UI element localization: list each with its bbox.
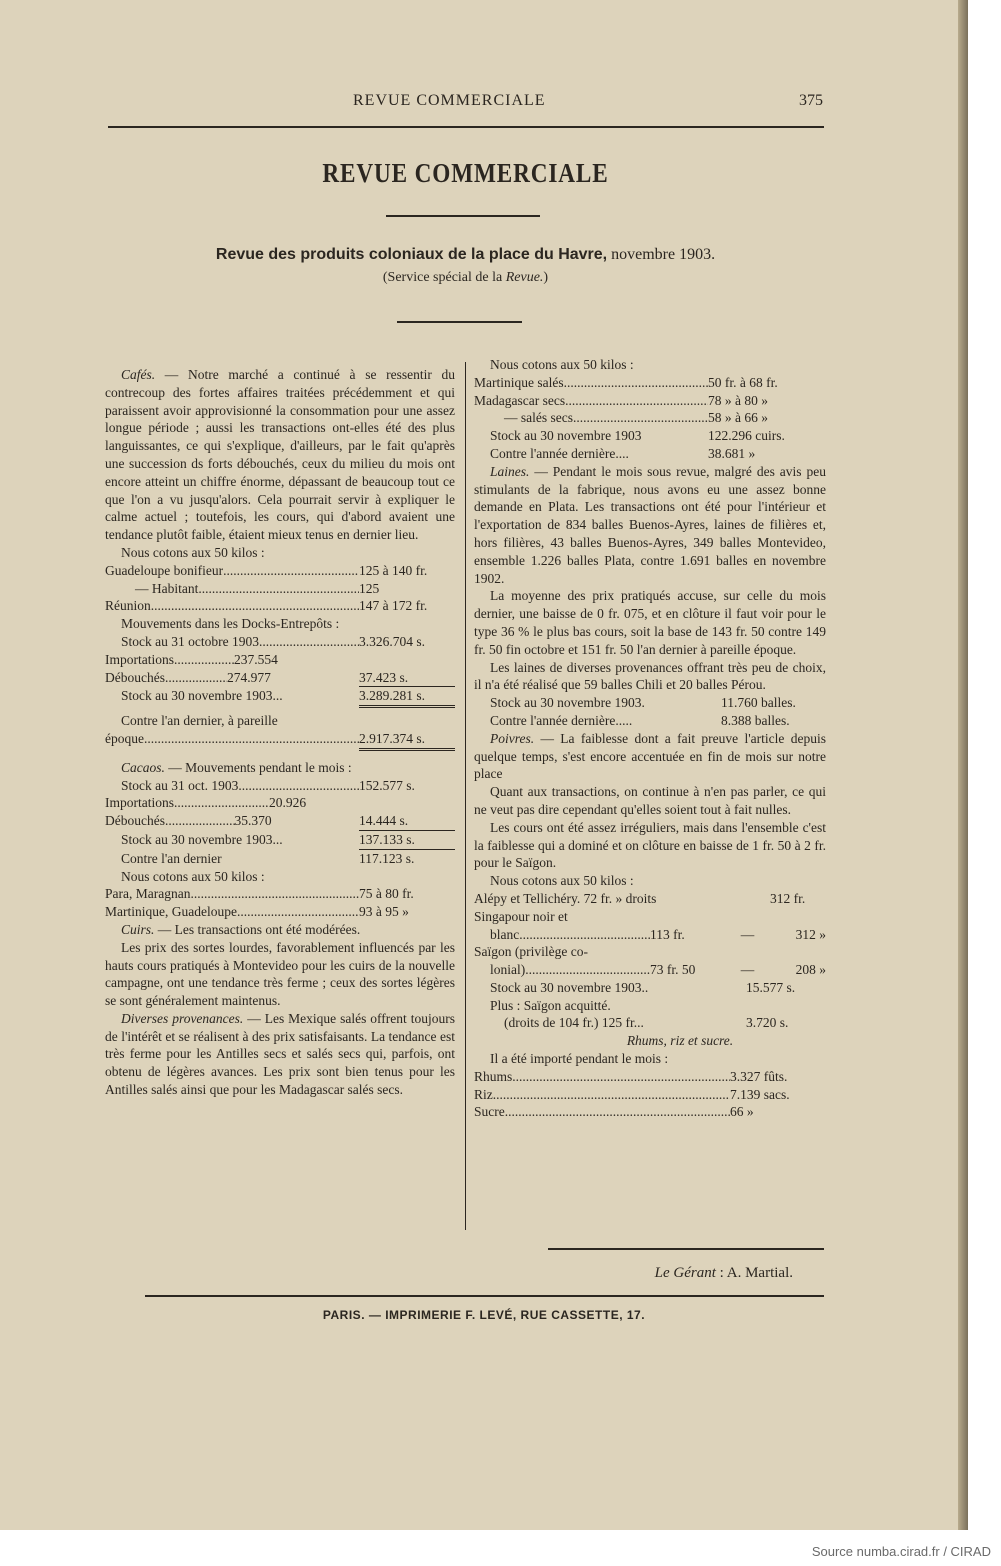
running-header — [108, 90, 823, 120]
imprint: PARIS. — IMPRIMERIE F. LEVÉ, RUE CASSETTE, 17. — [322, 1308, 646, 1322]
service-text: (Service spécial de la — [382, 270, 506, 285]
laines-label: Laines. — [490, 463, 530, 479]
stock-row — [474, 712, 826, 730]
cotons-line: Nous cotons aux 50 kilos : — [490, 873, 634, 889]
row-label: Para, Maragnan — [105, 886, 191, 902]
row-dash: — — [740, 926, 755, 942]
row-value: 11.760 balles. — [721, 695, 796, 711]
cafes-text: — Notre marché a continué à se ressentir du contrecoup des fortes affaires traitées précédemment et qui paraissent avoir approvisionné la consommation pour une assez longue période ; aussi les transactions ont-elles été des plus languissantes, ce qui s'explique, d'ailleurs, par le fait qu'après une succession ds forts débouchés, ceux du milieu du mois ont encore atteint un chiffre énorme, dépassant de beaucoup tout ce que l'on a vu jusqu'alors. Cela pourrait servir à expliquer le calme actuel ; toutefois, les cours, qui d'abord avaient une tendance plutôt faible, étaient mieux tenus en dernier lieu. — [105, 367, 455, 543]
left-column — [105, 366, 455, 1099]
cafes-paragraph — [105, 366, 455, 544]
row-value-2: 312 » — [795, 926, 826, 942]
row-label: Importations — [105, 651, 174, 667]
row-value: 3.326.704 s. — [359, 633, 426, 649]
row-value: 3.327 fûts. — [730, 1068, 788, 1084]
cuirs-text: — Les transactions ont été modérées. — [154, 921, 361, 937]
page-gutter — [958, 0, 968, 1566]
cafes-label: Cafés. — [121, 367, 156, 382]
row-value: 78 » à 80 » — [708, 392, 768, 408]
row-label: lonial) — [490, 962, 526, 978]
row-label: Guadeloupe bonifieur — [105, 562, 224, 578]
row-value: 7.139 sacs. — [730, 1086, 790, 1102]
stock-row — [474, 979, 826, 997]
footer-rule — [145, 1295, 824, 1297]
running-title: REVUE COMMERCIALE — [353, 92, 546, 109]
signature-label: Le Gérant — [654, 1265, 716, 1281]
poivres-paragraph — [474, 730, 826, 783]
stock-row — [105, 850, 455, 868]
row-label: Stock au 30 novembre 1903. — [490, 695, 645, 711]
row-label: Stock au 31 oct. 1903 — [121, 777, 239, 793]
row-label: Stock au 30 novembre 1903... — [121, 831, 283, 847]
row-value: 8.388 balles. — [721, 712, 790, 728]
row-value: 3.289.281 s. — [359, 687, 455, 708]
subtitle-date: novembre 1903. — [607, 246, 716, 263]
row-label: blanc — [490, 926, 520, 942]
title-rule — [386, 215, 540, 217]
rhums-heading: Rhums, riz et sucre. — [626, 1033, 734, 1049]
service-revue: Revue. — [505, 270, 544, 285]
price-row — [105, 885, 455, 903]
laines-text: — Pendant le mois sous revue, malgré des avis peu stimulants de la fabrique, nous avons eu une assez bonne demande en Plata. Les transactions ont été pour l'intérieur et l'exportation de 834 balles Buenos-Ayres, laines de filières et, hors filières, 43 balles Buenos-Ayres, 349 balles Montevideo, ensemble 1.226 balles Plata, contre 1.691 balles en novembre 1902. — [474, 463, 826, 586]
contre-line: Contre l'an dernier, à pareille — [121, 713, 278, 729]
price-row — [474, 890, 826, 908]
laines-paragraph — [474, 463, 826, 588]
row-label: Contre l'année dernière..... — [490, 712, 633, 728]
article-subtitle — [108, 246, 823, 264]
subtitle-bold: Revue des produits coloniaux de la place du Havre, — [215, 246, 608, 263]
row-value: 113 fr. — [650, 926, 685, 942]
row-label: Stock au 30 novembre 1903.. — [490, 979, 649, 995]
signature-rule — [548, 1248, 824, 1250]
row-label: Stock au 30 novembre 1903... — [121, 688, 283, 704]
stock-row — [474, 1014, 826, 1032]
row-label: (droits de 104 fr.) 125 fr... — [504, 1015, 644, 1031]
row-label: Madagascar secs — [474, 392, 566, 408]
singapour-line: Singapour noir et — [474, 908, 568, 924]
row-label: Contre l'an dernier — [121, 850, 222, 866]
poivres-paragraph-3: Les cours ont été assez irréguliers, mais dans l'ensemble c'est la faiblesse qui a dominé et on clôture en baisse de 1 fr. 50 à 2 fr. pour le Saïgon. — [474, 819, 826, 871]
row-value: 38.681 » — [708, 445, 756, 461]
row-label: — Habitant — [135, 580, 199, 596]
stock-row — [474, 445, 826, 463]
plus-line: Plus : Saïgon acquitté. — [490, 997, 611, 1013]
laines-paragraph-2: La moyenne des prix pratiqués accuse, sur celle du mois dernier, une baisse de 0 fr. 075, et en clôture il faut voir pour le type 36 % le plus bas cours, soit la base de 143 fr. 50 contre 149 fr. 50 fin octobre et 151 fr. 50 l'an dernier à pareille époque. — [474, 588, 826, 657]
row-label: Martinique salés — [474, 374, 564, 390]
row-value: 312 fr. — [770, 890, 806, 906]
row-value: 66 » — [730, 1104, 754, 1120]
mouvements-line: Mouvements dans les Docks-Entrepôts : — [121, 616, 340, 632]
diverses-label: Diverses provenances. — [121, 1010, 244, 1026]
row-label: époque — [105, 730, 144, 746]
row-label: Rhums — [474, 1068, 513, 1084]
row-value: 125 — [359, 580, 380, 596]
stock-row — [105, 669, 455, 688]
column-separator — [465, 362, 466, 1230]
price-row — [105, 562, 455, 580]
import-row — [474, 1103, 826, 1121]
cuirs-paragraph — [105, 921, 455, 939]
cotons-line: Nous cotons aux 50 kilos : — [121, 544, 265, 560]
signature-name: : A. Martial. — [715, 1265, 793, 1281]
row-dash: — — [740, 962, 755, 978]
cotons-line: Nous cotons aux 50 kilos : — [490, 357, 634, 372]
row-label: Contre l'année dernière.... — [490, 445, 629, 461]
poivres-label: Poivres. — [490, 730, 535, 746]
price-row — [474, 409, 826, 427]
row-value: 73 fr. 50 — [650, 962, 696, 978]
price-row — [105, 903, 455, 921]
row-value: 58 » à 66 » — [708, 410, 768, 426]
stock-row — [105, 687, 455, 708]
poivres-text: — La faiblesse dont a fait preuve l'article depuis quelque temps, s'est encore accentuée en fin de mois sur notre place — [474, 730, 826, 782]
row-net: 14.444 s. — [359, 812, 455, 831]
price-row — [474, 392, 826, 410]
cotons-line: Nous cotons aux 50 kilos : — [121, 868, 265, 884]
row-value: 15.577 s. — [746, 979, 796, 995]
row-value: 152.577 s. — [359, 777, 415, 793]
row-label: Alépy et Tellichéry. 72 fr. » droits — [474, 890, 657, 906]
row-value: 35.370 — [234, 813, 272, 829]
row-value: 20.926 — [269, 795, 307, 811]
row-value: 3.720 s. — [746, 1015, 789, 1031]
service-close: ) — [543, 270, 549, 285]
margin-right — [968, 0, 1001, 1566]
import-row — [474, 1068, 826, 1086]
row-label: — salés secs — [504, 410, 573, 426]
stock-row — [105, 651, 455, 669]
cuirs-label: Cuirs. — [121, 921, 155, 937]
cacaos-paragraph — [105, 759, 455, 777]
row-label: Martinique, Guadeloupe — [105, 904, 237, 920]
row-value: 2.917.374 s. — [359, 730, 455, 751]
row-label: Réunion — [105, 598, 151, 614]
price-row — [474, 926, 826, 944]
stock-row — [105, 633, 455, 651]
cacaos-text: — Mouvements pendant le mois : — [164, 759, 352, 775]
page-number: 375 — [799, 92, 823, 109]
row-value: 93 à 95 » — [359, 904, 409, 920]
row-label: Stock au 30 novembre 1903 — [490, 428, 642, 444]
cuirs-paragraph-2: Les prix des sortes lourdes, favorablement influencés par les hauts cours pratiqués à Montevideo pour les cuirs de la nouvelle campagne, ont une tendance très ferme ; ceux des sortes légères se sont généralement maintenus. — [105, 939, 455, 1009]
row-value: 122.296 cuirs. — [708, 428, 785, 444]
laines-paragraph-3: Les laines de diverses provenances offrant très peu de choix, il n'a été réalisé que 59 balles Chili et 20 balles Pérou. — [474, 659, 826, 693]
service-note — [108, 270, 823, 286]
stock-row — [105, 777, 455, 795]
right-column — [474, 356, 826, 1121]
diverses-paragraph — [105, 1010, 455, 1099]
price-row — [105, 597, 455, 615]
stock-row — [105, 794, 455, 812]
row-value: 117.123 s. — [359, 850, 415, 866]
row-value: 274.977 — [227, 669, 271, 685]
stock-row — [105, 730, 455, 751]
row-net: 37.423 s. — [359, 669, 455, 688]
stock-row — [474, 694, 826, 712]
row-value: 125 à 140 fr. — [359, 562, 428, 578]
subtitle-rule — [397, 321, 522, 323]
source-credit: Source numba.cirad.fr / CIRAD — [811, 1544, 991, 1559]
row-label: Sucre — [474, 1104, 505, 1120]
header-rule — [108, 126, 824, 128]
price-row — [105, 580, 455, 598]
stock-row — [105, 812, 455, 831]
price-row — [474, 374, 826, 392]
import-row — [474, 1086, 826, 1104]
row-label: Stock au 31 octobre 1903 — [121, 633, 259, 649]
row-label: Débouchés — [105, 813, 165, 829]
row-value-2: 208 » — [795, 962, 826, 978]
article-title: REVUE COMMERCIALE — [322, 158, 609, 188]
signature — [548, 1265, 793, 1282]
price-row — [474, 961, 826, 979]
row-value: 237.554 — [234, 651, 278, 667]
row-value: 147 à 172 fr. — [359, 598, 428, 614]
diverses-text: — Les Mexique salés offrent toujours de l'intérêt et se réalisent à des prix satisfaisants. La tendance est très ferme pour les Antilles secs et salés secs qui, parfois, ont obtenu de légères avances. Les prix sont bien tenus pour les Antilles salés ainsi que pour les Madagascar salés secs. — [105, 1010, 455, 1098]
row-value: 50 fr. à 68 fr. — [708, 374, 778, 390]
row-value: 75 à 80 fr. — [359, 886, 414, 902]
row-label: Importations — [105, 795, 174, 811]
poivres-paragraph-2: Quant aux transactions, on continue à n'en pas parler, ce qui ne veut pas dire cependant qu'elles soient tout à fait nulles. — [474, 784, 826, 817]
stock-row — [105, 831, 455, 850]
stock-row — [474, 427, 826, 445]
row-value: 137.133 s. — [359, 831, 455, 850]
importe-line: Il a été importé pendant le mois : — [490, 1051, 669, 1067]
cacaos-label: Cacaos. — [121, 759, 165, 775]
row-label: Riz — [474, 1086, 493, 1102]
saigon-line: Saïgon (privilège co- — [474, 944, 588, 960]
row-label: Débouchés — [105, 669, 165, 685]
